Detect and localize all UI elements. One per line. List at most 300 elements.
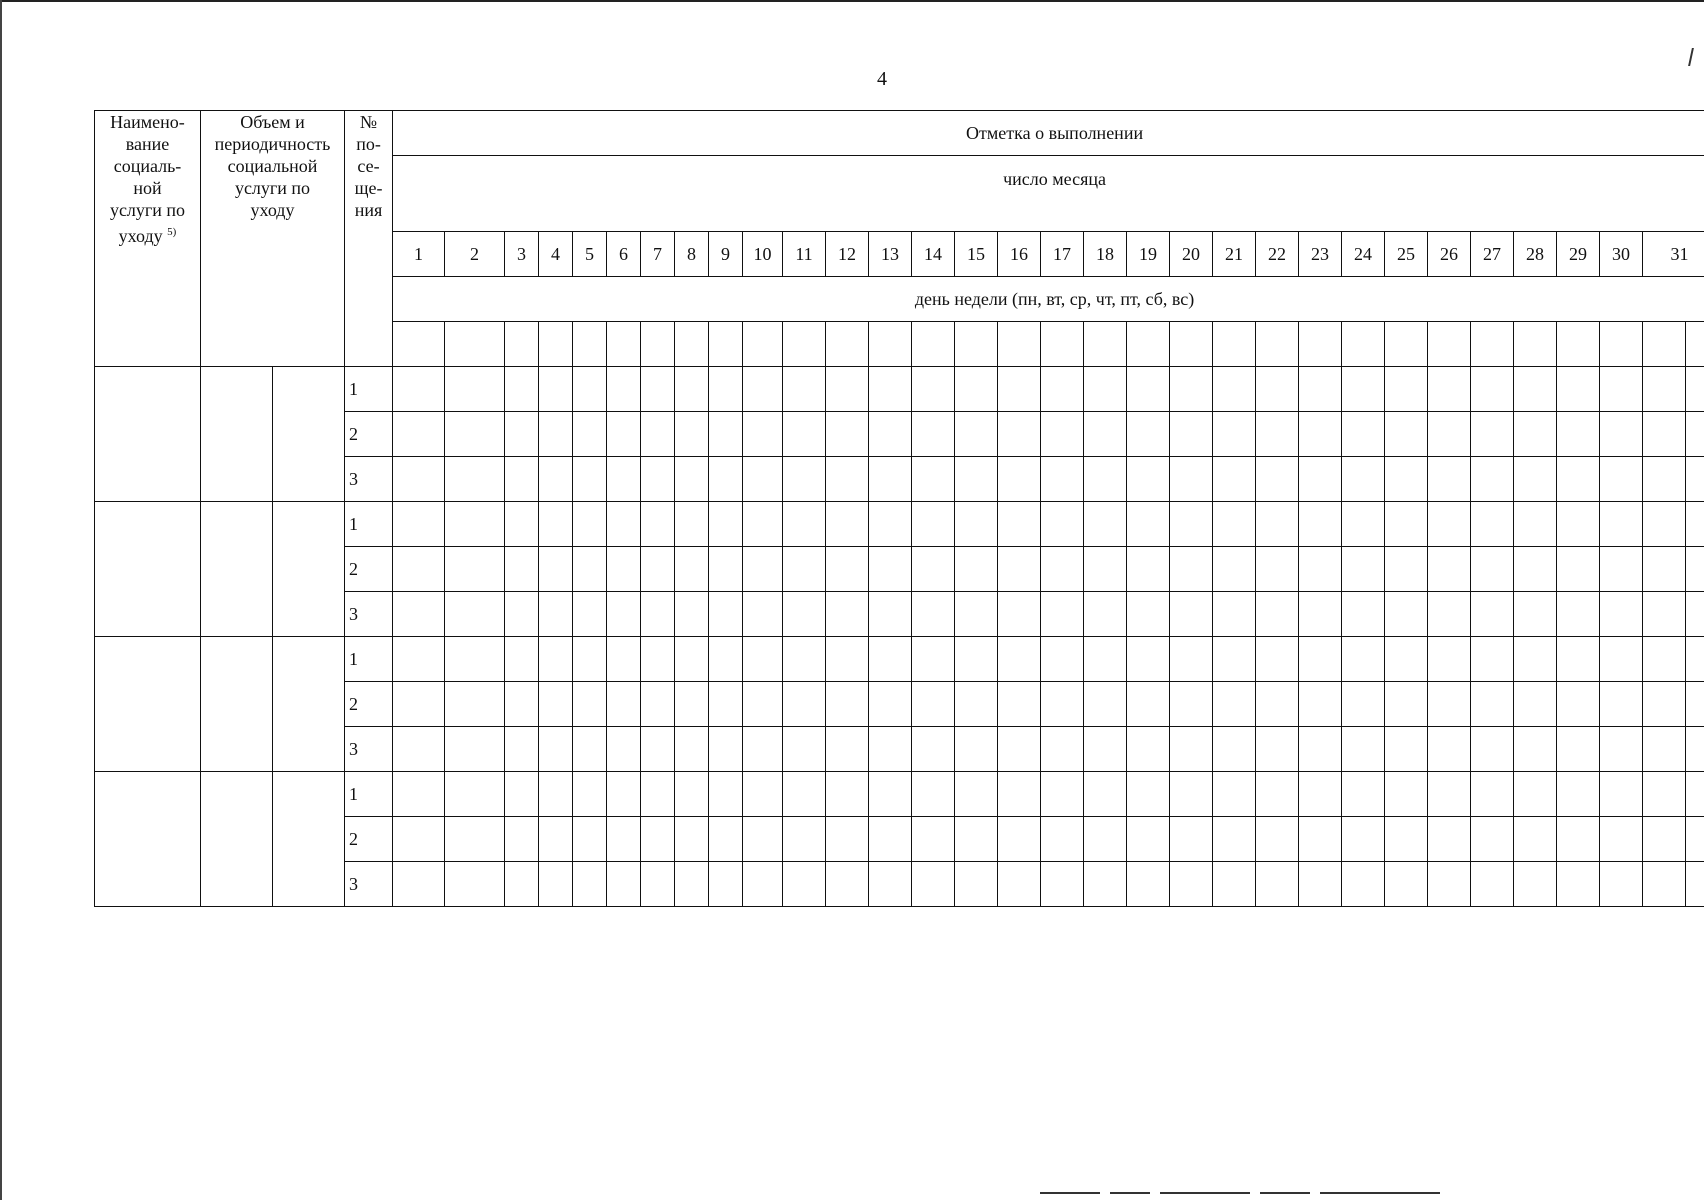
volume-cell[interactable] (201, 637, 273, 772)
completion-mark-cell[interactable] (1600, 592, 1643, 637)
completion-mark-cell[interactable] (539, 862, 573, 907)
service-name-cell[interactable] (95, 367, 201, 502)
weekday-entry-cell[interactable] (539, 322, 573, 367)
completion-mark-cell[interactable] (1299, 727, 1342, 772)
completion-mark-cell[interactable] (1342, 772, 1385, 817)
completion-mark-cell[interactable] (1084, 862, 1127, 907)
completion-mark-cell[interactable] (783, 682, 826, 727)
completion-mark-cell[interactable] (675, 412, 709, 457)
completion-mark-cell[interactable] (1600, 457, 1643, 502)
completion-mark-cell[interactable] (1342, 862, 1385, 907)
completion-mark-cell[interactable] (826, 772, 869, 817)
completion-mark-cell[interactable] (1256, 727, 1299, 772)
completion-mark-cell[interactable] (1385, 682, 1428, 727)
completion-mark-cell[interactable] (1256, 502, 1299, 547)
completion-mark-cell[interactable] (1471, 817, 1514, 862)
completion-mark-cell[interactable] (869, 637, 912, 682)
completion-mark-cell[interactable] (1385, 502, 1428, 547)
completion-mark-cell[interactable] (783, 457, 826, 502)
completion-mark-cell[interactable] (783, 817, 826, 862)
weekday-entry-cell[interactable] (1041, 322, 1084, 367)
completion-mark-cell[interactable] (445, 457, 505, 502)
completion-mark-cell[interactable] (1428, 457, 1471, 502)
completion-mark-cell[interactable] (1299, 502, 1342, 547)
completion-mark-cell[interactable] (1299, 817, 1342, 862)
completion-mark-cell[interactable] (1643, 817, 1686, 862)
completion-mark-cell[interactable] (1643, 412, 1686, 457)
completion-mark-cell[interactable] (743, 682, 783, 727)
completion-mark-cell[interactable] (1170, 457, 1213, 502)
completion-mark-cell[interactable] (1514, 547, 1557, 592)
completion-mark-cell[interactable] (1170, 367, 1213, 412)
completion-mark-cell[interactable] (1041, 727, 1084, 772)
completion-mark-cell[interactable] (1299, 682, 1342, 727)
completion-mark-cell[interactable] (675, 727, 709, 772)
completion-mark-cell[interactable] (1342, 682, 1385, 727)
completion-mark-cell[interactable] (1385, 817, 1428, 862)
completion-mark-cell[interactable] (573, 457, 607, 502)
weekday-entry-cell[interactable] (1600, 322, 1643, 367)
completion-mark-cell[interactable] (709, 727, 743, 772)
completion-mark-cell[interactable] (1342, 547, 1385, 592)
completion-mark-cell[interactable] (393, 367, 445, 412)
completion-mark-cell[interactable] (1041, 367, 1084, 412)
weekday-entry-cell[interactable] (783, 322, 826, 367)
completion-mark-cell[interactable] (641, 592, 675, 637)
completion-mark-cell[interactable] (1213, 817, 1256, 862)
completion-mark-cell[interactable] (539, 592, 573, 637)
weekday-entry-cell[interactable] (1686, 322, 1704, 367)
completion-mark-cell[interactable] (675, 592, 709, 637)
completion-mark-cell[interactable] (393, 412, 445, 457)
completion-mark-cell[interactable] (998, 367, 1041, 412)
completion-mark-cell[interactable] (1514, 727, 1557, 772)
completion-mark-cell[interactable] (709, 862, 743, 907)
completion-mark-cell[interactable] (1299, 862, 1342, 907)
completion-mark-cell[interactable] (1342, 412, 1385, 457)
completion-mark-cell[interactable] (539, 547, 573, 592)
frequency-cell[interactable] (273, 637, 345, 772)
weekday-entry-cell[interactable] (1557, 322, 1600, 367)
weekday-entry-cell[interactable] (1256, 322, 1299, 367)
completion-mark-cell[interactable] (1686, 727, 1704, 772)
completion-mark-cell[interactable] (1084, 772, 1127, 817)
completion-mark-cell[interactable] (641, 682, 675, 727)
completion-mark-cell[interactable] (1686, 502, 1704, 547)
completion-mark-cell[interactable] (1428, 772, 1471, 817)
completion-mark-cell[interactable] (998, 637, 1041, 682)
volume-cell[interactable] (201, 502, 273, 637)
completion-mark-cell[interactable] (1084, 817, 1127, 862)
completion-mark-cell[interactable] (1041, 862, 1084, 907)
completion-mark-cell[interactable] (1256, 412, 1299, 457)
completion-mark-cell[interactable] (955, 772, 998, 817)
completion-mark-cell[interactable] (1299, 592, 1342, 637)
completion-mark-cell[interactable] (912, 637, 955, 682)
completion-mark-cell[interactable] (1514, 457, 1557, 502)
service-name-cell[interactable] (95, 637, 201, 772)
completion-mark-cell[interactable] (505, 727, 539, 772)
completion-mark-cell[interactable] (955, 367, 998, 412)
completion-mark-cell[interactable] (539, 772, 573, 817)
frequency-cell[interactable] (273, 772, 345, 907)
completion-mark-cell[interactable] (1471, 367, 1514, 412)
completion-mark-cell[interactable] (1428, 682, 1471, 727)
completion-mark-cell[interactable] (1686, 367, 1704, 412)
completion-mark-cell[interactable] (505, 367, 539, 412)
completion-mark-cell[interactable] (1256, 592, 1299, 637)
completion-mark-cell[interactable] (998, 862, 1041, 907)
completion-mark-cell[interactable] (607, 592, 641, 637)
completion-mark-cell[interactable] (1471, 457, 1514, 502)
completion-mark-cell[interactable] (607, 457, 641, 502)
completion-mark-cell[interactable] (869, 772, 912, 817)
completion-mark-cell[interactable] (912, 817, 955, 862)
completion-mark-cell[interactable] (675, 682, 709, 727)
completion-mark-cell[interactable] (505, 412, 539, 457)
completion-mark-cell[interactable] (826, 547, 869, 592)
completion-mark-cell[interactable] (1600, 412, 1643, 457)
completion-mark-cell[interactable] (1084, 412, 1127, 457)
completion-mark-cell[interactable] (783, 547, 826, 592)
completion-mark-cell[interactable] (826, 862, 869, 907)
completion-mark-cell[interactable] (998, 457, 1041, 502)
completion-mark-cell[interactable] (1643, 502, 1686, 547)
completion-mark-cell[interactable] (445, 682, 505, 727)
completion-mark-cell[interactable] (709, 772, 743, 817)
completion-mark-cell[interactable] (743, 502, 783, 547)
completion-mark-cell[interactable] (393, 727, 445, 772)
completion-mark-cell[interactable] (573, 502, 607, 547)
completion-mark-cell[interactable] (445, 592, 505, 637)
completion-mark-cell[interactable] (869, 817, 912, 862)
completion-mark-cell[interactable] (1213, 862, 1256, 907)
completion-mark-cell[interactable] (1471, 727, 1514, 772)
completion-mark-cell[interactable] (505, 862, 539, 907)
completion-mark-cell[interactable] (869, 412, 912, 457)
completion-mark-cell[interactable] (998, 547, 1041, 592)
completion-mark-cell[interactable] (1643, 547, 1686, 592)
completion-mark-cell[interactable] (1686, 637, 1704, 682)
completion-mark-cell[interactable] (1385, 727, 1428, 772)
completion-mark-cell[interactable] (1342, 367, 1385, 412)
completion-mark-cell[interactable] (1170, 817, 1213, 862)
completion-mark-cell[interactable] (998, 727, 1041, 772)
completion-mark-cell[interactable] (1256, 772, 1299, 817)
completion-mark-cell[interactable] (445, 547, 505, 592)
frequency-cell[interactable] (273, 367, 345, 502)
completion-mark-cell[interactable] (1256, 637, 1299, 682)
completion-mark-cell[interactable] (1342, 817, 1385, 862)
completion-mark-cell[interactable] (1385, 592, 1428, 637)
completion-mark-cell[interactable] (1557, 412, 1600, 457)
completion-mark-cell[interactable] (1686, 772, 1704, 817)
completion-mark-cell[interactable] (1127, 637, 1170, 682)
completion-mark-cell[interactable] (826, 412, 869, 457)
completion-mark-cell[interactable] (1471, 772, 1514, 817)
completion-mark-cell[interactable] (445, 727, 505, 772)
completion-mark-cell[interactable] (1471, 862, 1514, 907)
completion-mark-cell[interactable] (1299, 547, 1342, 592)
completion-mark-cell[interactable] (641, 862, 675, 907)
completion-mark-cell[interactable] (445, 817, 505, 862)
completion-mark-cell[interactable] (1342, 727, 1385, 772)
completion-mark-cell[interactable] (573, 862, 607, 907)
completion-mark-cell[interactable] (607, 637, 641, 682)
volume-cell[interactable] (201, 367, 273, 502)
completion-mark-cell[interactable] (1557, 862, 1600, 907)
completion-mark-cell[interactable] (445, 862, 505, 907)
completion-mark-cell[interactable] (869, 862, 912, 907)
completion-mark-cell[interactable] (1127, 367, 1170, 412)
completion-mark-cell[interactable] (445, 502, 505, 547)
completion-mark-cell[interactable] (1299, 772, 1342, 817)
completion-mark-cell[interactable] (1256, 862, 1299, 907)
completion-mark-cell[interactable] (1385, 547, 1428, 592)
completion-mark-cell[interactable] (573, 412, 607, 457)
completion-mark-cell[interactable] (743, 817, 783, 862)
completion-mark-cell[interactable] (1600, 772, 1643, 817)
completion-mark-cell[interactable] (393, 772, 445, 817)
completion-mark-cell[interactable] (539, 817, 573, 862)
completion-mark-cell[interactable] (573, 637, 607, 682)
completion-mark-cell[interactable] (743, 592, 783, 637)
completion-mark-cell[interactable] (505, 457, 539, 502)
completion-mark-cell[interactable] (1170, 727, 1213, 772)
completion-mark-cell[interactable] (1127, 502, 1170, 547)
completion-mark-cell[interactable] (393, 862, 445, 907)
completion-mark-cell[interactable] (573, 817, 607, 862)
completion-mark-cell[interactable] (1041, 817, 1084, 862)
completion-mark-cell[interactable] (675, 862, 709, 907)
completion-mark-cell[interactable] (675, 772, 709, 817)
completion-mark-cell[interactable] (869, 502, 912, 547)
completion-mark-cell[interactable] (1127, 682, 1170, 727)
completion-mark-cell[interactable] (1299, 412, 1342, 457)
completion-mark-cell[interactable] (1041, 502, 1084, 547)
completion-mark-cell[interactable] (1213, 412, 1256, 457)
completion-mark-cell[interactable] (826, 682, 869, 727)
completion-mark-cell[interactable] (539, 682, 573, 727)
completion-mark-cell[interactable] (1213, 682, 1256, 727)
completion-mark-cell[interactable] (539, 457, 573, 502)
completion-mark-cell[interactable] (573, 772, 607, 817)
completion-mark-cell[interactable] (445, 772, 505, 817)
completion-mark-cell[interactable] (1686, 412, 1704, 457)
completion-mark-cell[interactable] (955, 502, 998, 547)
completion-mark-cell[interactable] (1127, 727, 1170, 772)
completion-mark-cell[interactable] (1041, 772, 1084, 817)
completion-mark-cell[interactable] (1557, 817, 1600, 862)
completion-mark-cell[interactable] (1428, 502, 1471, 547)
completion-mark-cell[interactable] (998, 412, 1041, 457)
completion-mark-cell[interactable] (607, 367, 641, 412)
completion-mark-cell[interactable] (393, 817, 445, 862)
completion-mark-cell[interactable] (573, 682, 607, 727)
completion-mark-cell[interactable] (1213, 637, 1256, 682)
completion-mark-cell[interactable] (1686, 592, 1704, 637)
weekday-entry-cell[interactable] (709, 322, 743, 367)
weekday-entry-cell[interactable] (869, 322, 912, 367)
completion-mark-cell[interactable] (573, 547, 607, 592)
completion-mark-cell[interactable] (1557, 592, 1600, 637)
completion-mark-cell[interactable] (1256, 457, 1299, 502)
completion-mark-cell[interactable] (1342, 592, 1385, 637)
completion-mark-cell[interactable] (1686, 547, 1704, 592)
completion-mark-cell[interactable] (955, 637, 998, 682)
completion-mark-cell[interactable] (1428, 412, 1471, 457)
completion-mark-cell[interactable] (955, 547, 998, 592)
completion-mark-cell[interactable] (505, 637, 539, 682)
completion-mark-cell[interactable] (675, 367, 709, 412)
completion-mark-cell[interactable] (641, 412, 675, 457)
completion-mark-cell[interactable] (869, 592, 912, 637)
weekday-entry-cell[interactable] (1471, 322, 1514, 367)
completion-mark-cell[interactable] (1600, 862, 1643, 907)
completion-mark-cell[interactable] (1084, 502, 1127, 547)
completion-mark-cell[interactable] (1041, 457, 1084, 502)
completion-mark-cell[interactable] (393, 547, 445, 592)
completion-mark-cell[interactable] (955, 412, 998, 457)
completion-mark-cell[interactable] (1084, 727, 1127, 772)
completion-mark-cell[interactable] (1041, 637, 1084, 682)
completion-mark-cell[interactable] (1428, 367, 1471, 412)
completion-mark-cell[interactable] (912, 727, 955, 772)
completion-mark-cell[interactable] (505, 682, 539, 727)
completion-mark-cell[interactable] (912, 412, 955, 457)
completion-mark-cell[interactable] (1084, 637, 1127, 682)
completion-mark-cell[interactable] (505, 502, 539, 547)
completion-mark-cell[interactable] (393, 637, 445, 682)
completion-mark-cell[interactable] (783, 637, 826, 682)
weekday-entry-cell[interactable] (912, 322, 955, 367)
completion-mark-cell[interactable] (393, 457, 445, 502)
completion-mark-cell[interactable] (641, 727, 675, 772)
weekday-entry-cell[interactable] (1428, 322, 1471, 367)
completion-mark-cell[interactable] (912, 592, 955, 637)
completion-mark-cell[interactable] (955, 862, 998, 907)
completion-mark-cell[interactable] (1643, 682, 1686, 727)
completion-mark-cell[interactable] (912, 772, 955, 817)
completion-mark-cell[interactable] (1041, 547, 1084, 592)
completion-mark-cell[interactable] (675, 637, 709, 682)
completion-mark-cell[interactable] (1385, 862, 1428, 907)
completion-mark-cell[interactable] (1213, 367, 1256, 412)
completion-mark-cell[interactable] (1557, 547, 1600, 592)
completion-mark-cell[interactable] (869, 727, 912, 772)
completion-mark-cell[interactable] (1471, 502, 1514, 547)
completion-mark-cell[interactable] (1385, 637, 1428, 682)
completion-mark-cell[interactable] (1514, 817, 1557, 862)
volume-cell[interactable] (201, 772, 273, 907)
completion-mark-cell[interactable] (912, 862, 955, 907)
completion-mark-cell[interactable] (641, 547, 675, 592)
completion-mark-cell[interactable] (1428, 727, 1471, 772)
completion-mark-cell[interactable] (1256, 547, 1299, 592)
completion-mark-cell[interactable] (743, 727, 783, 772)
completion-mark-cell[interactable] (1428, 637, 1471, 682)
completion-mark-cell[interactable] (783, 412, 826, 457)
completion-mark-cell[interactable] (709, 367, 743, 412)
completion-mark-cell[interactable] (1557, 502, 1600, 547)
completion-mark-cell[interactable] (998, 817, 1041, 862)
completion-mark-cell[interactable] (1600, 637, 1643, 682)
completion-mark-cell[interactable] (641, 817, 675, 862)
completion-mark-cell[interactable] (783, 502, 826, 547)
completion-mark-cell[interactable] (445, 637, 505, 682)
completion-mark-cell[interactable] (641, 367, 675, 412)
completion-mark-cell[interactable] (826, 817, 869, 862)
completion-mark-cell[interactable] (1557, 457, 1600, 502)
completion-mark-cell[interactable] (539, 727, 573, 772)
completion-mark-cell[interactable] (1342, 637, 1385, 682)
weekday-entry-cell[interactable] (743, 322, 783, 367)
completion-mark-cell[interactable] (1127, 547, 1170, 592)
completion-mark-cell[interactable] (1514, 682, 1557, 727)
completion-mark-cell[interactable] (675, 457, 709, 502)
completion-mark-cell[interactable] (1084, 547, 1127, 592)
weekday-entry-cell[interactable] (826, 322, 869, 367)
completion-mark-cell[interactable] (783, 727, 826, 772)
service-name-cell[interactable] (95, 502, 201, 637)
completion-mark-cell[interactable] (709, 502, 743, 547)
completion-mark-cell[interactable] (955, 592, 998, 637)
completion-mark-cell[interactable] (1643, 457, 1686, 502)
completion-mark-cell[interactable] (641, 637, 675, 682)
completion-mark-cell[interactable] (1471, 592, 1514, 637)
weekday-entry-cell[interactable] (393, 322, 445, 367)
completion-mark-cell[interactable] (1686, 817, 1704, 862)
completion-mark-cell[interactable] (607, 412, 641, 457)
completion-mark-cell[interactable] (539, 637, 573, 682)
completion-mark-cell[interactable] (505, 772, 539, 817)
completion-mark-cell[interactable] (998, 502, 1041, 547)
completion-mark-cell[interactable] (1471, 637, 1514, 682)
completion-mark-cell[interactable] (1557, 772, 1600, 817)
weekday-entry-cell[interactable] (641, 322, 675, 367)
completion-mark-cell[interactable] (505, 592, 539, 637)
completion-mark-cell[interactable] (641, 457, 675, 502)
completion-mark-cell[interactable] (393, 592, 445, 637)
completion-mark-cell[interactable] (1514, 502, 1557, 547)
completion-mark-cell[interactable] (1471, 412, 1514, 457)
completion-mark-cell[interactable] (1385, 772, 1428, 817)
completion-mark-cell[interactable] (1514, 772, 1557, 817)
completion-mark-cell[interactable] (1170, 592, 1213, 637)
completion-mark-cell[interactable] (955, 682, 998, 727)
completion-mark-cell[interactable] (743, 862, 783, 907)
completion-mark-cell[interactable] (709, 457, 743, 502)
completion-mark-cell[interactable] (1127, 457, 1170, 502)
completion-mark-cell[interactable] (1213, 727, 1256, 772)
frequency-cell[interactable] (273, 502, 345, 637)
completion-mark-cell[interactable] (539, 367, 573, 412)
completion-mark-cell[interactable] (1041, 682, 1084, 727)
completion-mark-cell[interactable] (1084, 592, 1127, 637)
completion-mark-cell[interactable] (826, 727, 869, 772)
weekday-entry-cell[interactable] (955, 322, 998, 367)
completion-mark-cell[interactable] (1428, 547, 1471, 592)
completion-mark-cell[interactable] (1643, 727, 1686, 772)
completion-mark-cell[interactable] (607, 547, 641, 592)
completion-mark-cell[interactable] (998, 592, 1041, 637)
completion-mark-cell[interactable] (869, 367, 912, 412)
completion-mark-cell[interactable] (1600, 547, 1643, 592)
completion-mark-cell[interactable] (1041, 592, 1084, 637)
completion-mark-cell[interactable] (709, 412, 743, 457)
completion-mark-cell[interactable] (505, 817, 539, 862)
completion-mark-cell[interactable] (445, 367, 505, 412)
